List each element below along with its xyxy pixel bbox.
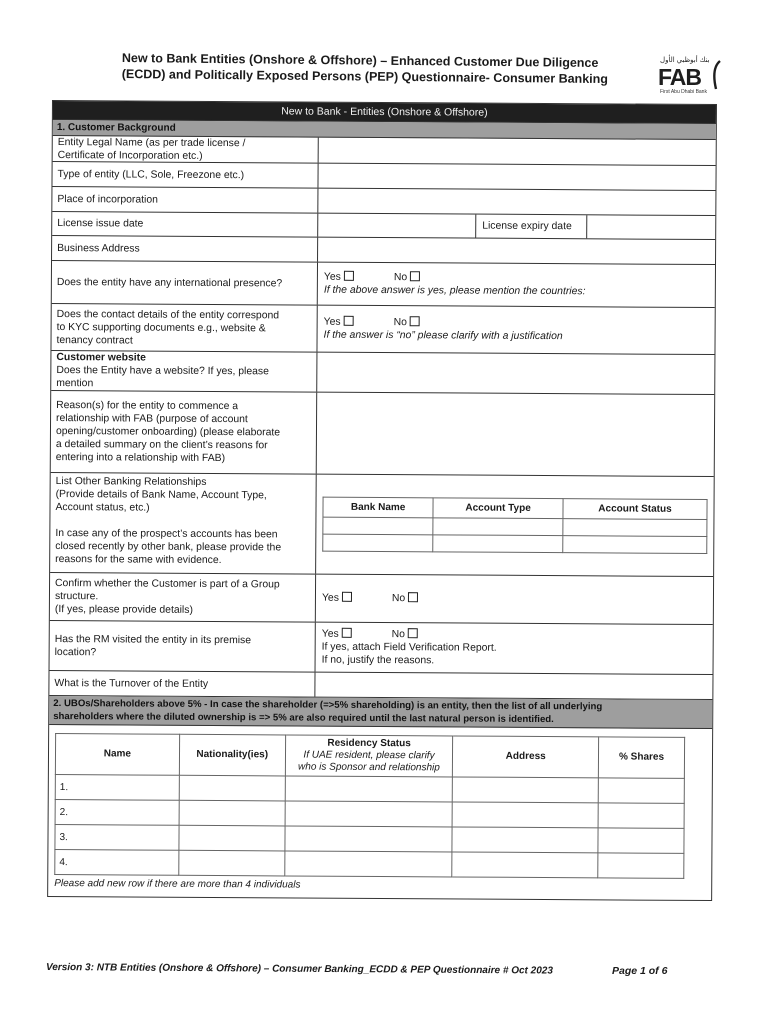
label-banking-4: In case any of the prospect’s accounts has been (55, 528, 278, 541)
section-1-heading: 1. Customer Background (53, 120, 716, 140)
table-row (55, 800, 684, 829)
checkbox-icon (344, 271, 354, 281)
footer-version: Version 3: NTB Entities (Onshore & Offshore) – Consumer Banking_ECDD & PEP Questionnaire # Oct 2023 (45, 962, 553, 977)
row-customer-website (51, 351, 714, 395)
input-turnover[interactable] (315, 673, 712, 699)
logo-subtext: First Abu Dhabi Bank (660, 89, 707, 95)
col-account-status: Account Status (563, 499, 707, 520)
row-group-structure (50, 573, 713, 625)
input-license-issue-date[interactable] (318, 214, 475, 238)
row-contact-details (51, 304, 714, 355)
option-intl-no[interactable]: No (394, 271, 420, 284)
checkbox-icon (342, 592, 352, 602)
label-contact-2: to KYC supporting documents e.g., website & (56, 321, 266, 334)
label-place-incorporation: Place of incorporation (57, 193, 158, 206)
label-group-3: (If yes, please provide details) (54, 604, 193, 616)
label-contact-3: tenancy contract (56, 334, 133, 346)
row-other-banking (50, 473, 714, 577)
input-reason-relationship[interactable] (317, 393, 714, 476)
bank-relationships-table (322, 497, 707, 554)
col-address: Address (453, 736, 599, 778)
table-row (55, 850, 684, 879)
input-place-of-incorporation[interactable] (318, 189, 715, 215)
logo-wordmark: FAB (658, 64, 701, 90)
option-group-yes[interactable]: Yes (322, 592, 352, 605)
option-group-no[interactable]: No (392, 592, 418, 605)
note-intl-countries: If the above answer is yes, please mention the countries: (323, 284, 586, 298)
label-type-entity: Type of entity (LLC, Sole, Freezone etc.) (57, 168, 245, 181)
row-number: 3. (55, 825, 179, 851)
col-account-type: Account Type (433, 498, 563, 519)
row-number: 2. (55, 800, 179, 826)
option-rm-no[interactable]: No (392, 628, 418, 641)
ecdd-form (47, 100, 717, 901)
table-row (323, 534, 707, 553)
label-banking-3: Account status, etc.) (55, 502, 150, 514)
option-contact-no[interactable]: No (394, 316, 420, 329)
label-legal-name-1: Entity Legal Name (as per trade license / (57, 136, 246, 149)
logo-swoosh-icon (710, 60, 722, 90)
document-title (122, 50, 622, 87)
section-2-line-1: 2. UBOs/Shareholders above 5% - In case the shareholder (=>5% shareholding) is an entity, then the list of all underlying (53, 698, 603, 713)
checkbox-icon (410, 316, 420, 326)
checkbox-icon (408, 628, 418, 638)
label-reason-3: opening/customer onboarding) (please elaborate (55, 426, 281, 439)
checkbox-icon (408, 592, 418, 602)
label-banking-2: (Provide details of Bank Name, Account Type, (55, 489, 267, 502)
label-legal-name-2: Certificate of Incorporation etc.) (57, 149, 203, 162)
label-contact-1: Does the contact details of the entity correspond (56, 308, 280, 321)
input-type-of-entity[interactable] (318, 164, 715, 190)
logo-arabic-text: بنك أبوظبي الأول (660, 57, 710, 64)
section-2-heading (49, 696, 712, 729)
label-banking-5: closed recently by other bank, please provide the (55, 541, 282, 554)
label-website-2: mention (56, 378, 94, 390)
input-license-expiry-date[interactable] (587, 215, 715, 239)
input-customer-website[interactable] (317, 353, 714, 394)
fab-logo (652, 56, 732, 100)
col-shares: % Shares (598, 737, 684, 779)
ubo-table (54, 733, 685, 879)
row-number: 4. (55, 850, 179, 876)
checkbox-icon (410, 271, 420, 281)
option-rm-yes[interactable]: Yes (322, 628, 352, 641)
table-row (55, 825, 684, 854)
label-reason-5: entering into a relationship with FAB) (55, 452, 226, 465)
checkbox-icon (344, 316, 354, 326)
label-license-expiry: License expiry date (475, 215, 587, 239)
label-website-1: Does the Entity have a website? If yes, please (56, 365, 269, 378)
label-banking-1: List Other Banking Relationships (55, 476, 207, 488)
label-reason-4: a detailed summary on the client’s reasons for (55, 439, 268, 452)
label-reason-2: relationship with FAB (purpose of account (56, 413, 248, 426)
label-website-heading: Customer website (56, 352, 146, 364)
option-contact-yes[interactable]: Yes (324, 316, 354, 329)
label-turnover: What is the Turnover of the Entity (54, 677, 209, 690)
col-nationality: Nationality(ies) (179, 734, 285, 776)
label-reason-1: Reason(s) for the entity to commence a (56, 400, 239, 413)
row-entity-legal-name (53, 136, 716, 166)
title-line-1: New to Bank Entities (Onshore & Offshore) – Enhanced Customer Due Diligence (121, 50, 599, 70)
ubo-add-row-note: Please add new row if there are more than 4 individuals (54, 878, 301, 891)
col-residency: Residency Status If UAE resident, please clarify who is Sponsor and relationship (285, 735, 453, 777)
label-license-issue: License issue date (57, 218, 144, 230)
label-business-address: Business Address (57, 242, 140, 255)
input-business-address[interactable] (318, 238, 715, 264)
label-group-2: structure. (54, 591, 99, 603)
option-intl-yes[interactable]: Yes (324, 271, 354, 284)
title-line-2: (ECDD) and Politically Exposed Persons (PEP) Questionnaire- Consumer Banking (121, 66, 609, 87)
row-international-presence (52, 261, 715, 308)
checkbox-icon (342, 628, 352, 638)
row-rm-visit (50, 621, 713, 675)
note-rm-no: If no, justify the reasons. (321, 654, 435, 667)
label-intl-presence: Does the entity have any international presence? (56, 276, 283, 289)
col-name: Name (55, 734, 179, 776)
note-rm-yes: If yes, attach Field Verification Report. (321, 641, 497, 654)
input-entity-legal-name[interactable] (319, 138, 716, 165)
col-bank-name: Bank Name (323, 497, 433, 518)
section-2-line-2: shareholders where the diluted ownership is => 5% are also required until the last natural person is identified. (53, 711, 554, 726)
label-rm-1: Has the RM visited the entity in its premise (54, 633, 252, 646)
row-number: 1. (55, 775, 179, 801)
label-banking-6: reasons for the same with evidence. (55, 554, 222, 567)
note-contact-justification: If the answer is “no” please clarify with a justification (323, 329, 563, 343)
footer-page-number: Page 1 of 6 (612, 965, 668, 977)
form-band-title: New to Bank - Entities (Onshore & Offshore) (53, 101, 716, 124)
table-row (55, 775, 684, 804)
label-group-1: Confirm whether the Customer is part of a Group (55, 578, 280, 591)
label-rm-2: location? (54, 646, 97, 658)
row-reason-relationship (51, 391, 714, 477)
